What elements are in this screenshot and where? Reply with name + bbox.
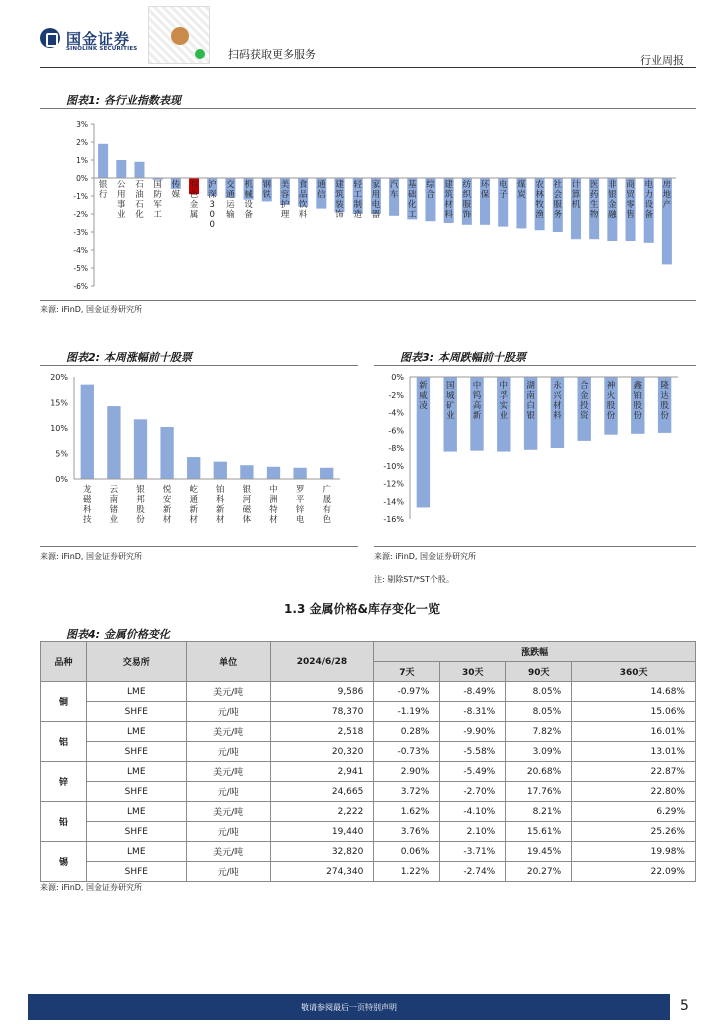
bar — [134, 419, 147, 479]
change-360d-cell: 22.09% — [572, 862, 696, 882]
category-label: 广晟有色 — [322, 485, 331, 525]
category-label: 银邦股份 — [136, 485, 145, 525]
bar — [160, 427, 173, 479]
y-tick-label: 10% — [50, 424, 68, 433]
change-360d-cell: 22.87% — [572, 762, 696, 782]
price-cell: 2,941 — [270, 762, 374, 782]
wechat-dot-icon — [195, 49, 205, 59]
price-cell: 2,518 — [270, 722, 374, 742]
category-label: 有色金属 — [189, 180, 199, 220]
bar — [267, 467, 280, 479]
fig1-chart — [40, 112, 696, 298]
fig1-top-rule — [40, 108, 696, 109]
table-row — [41, 742, 696, 762]
table-row — [41, 822, 696, 842]
fig3-source: 来源: iFinD, 国金证券研究所 — [374, 552, 477, 561]
fig3-bottom-rule — [374, 546, 696, 547]
category-label: 通信 — [317, 180, 326, 200]
change-7d-cell: 1.62% — [374, 802, 440, 822]
table-row — [41, 682, 696, 702]
exchange-cell: SHFE — [86, 702, 186, 722]
metal-name: 铜 — [41, 682, 87, 722]
y-tick-label: 15% — [50, 398, 68, 408]
change-7d-cell: 3.72% — [374, 782, 440, 802]
y-tick-label: 0% — [391, 373, 404, 382]
fig3-title: 图表3: 本周跌幅前十股票 — [400, 351, 526, 364]
bar — [81, 385, 94, 479]
unit-cell: 元/吨 — [186, 702, 270, 722]
category-label: 轻工制造 — [353, 180, 362, 220]
change-90d-cell: 17.76% — [506, 782, 572, 802]
fig3-note: 注: 剔除ST/*ST个股。 — [374, 575, 454, 584]
change-90d-cell: 8.05% — [506, 702, 572, 722]
change-90d-cell: 8.21% — [506, 802, 572, 822]
category-label: 商贸零售 — [626, 180, 635, 220]
price-cell: 9,586 — [270, 682, 374, 702]
category-label: 国防军工 — [153, 180, 162, 220]
category-label: 农林牧渔 — [535, 180, 544, 220]
fig3-chart — [374, 368, 696, 538]
y-tick-label: 3% — [76, 120, 88, 129]
change-7d-cell: -0.73% — [374, 742, 440, 762]
change-30d-cell: -2.74% — [440, 862, 506, 882]
unit-cell: 美元/吨 — [186, 842, 270, 862]
unit-cell: 美元/吨 — [186, 682, 270, 702]
category-label: 银河磁体 — [242, 485, 252, 525]
bar — [293, 468, 306, 479]
category-label: 铂科新材 — [216, 485, 225, 525]
y-tick-label: -12% — [383, 479, 404, 489]
y-tick-label: 2% — [76, 138, 88, 147]
unit-cell: 美元/吨 — [186, 722, 270, 742]
y-tick-label: -14% — [383, 497, 404, 507]
fig3-top-rule — [374, 365, 696, 366]
category-label: 煤炭 — [517, 180, 526, 200]
change-7d-cell: 2.90% — [374, 762, 440, 782]
change-90d-cell: 8.05% — [506, 682, 572, 702]
change-30d-cell: 2.10% — [440, 822, 506, 842]
change-90d-cell: 19.45% — [506, 842, 572, 862]
change-360d-cell: 22.80% — [572, 782, 696, 802]
category-label: 纺织服饰 — [462, 180, 472, 220]
header-30d: 30天 — [440, 662, 506, 682]
price-cell: 24,665 — [270, 782, 374, 802]
category-label: 龙磁科技 — [83, 485, 92, 525]
category-label: 综合 — [426, 180, 435, 200]
fig4-title: 图表4: 金属价格变化 — [66, 628, 170, 641]
header-7d: 7天 — [374, 662, 440, 682]
change-7d-cell: -0.97% — [374, 682, 440, 702]
unit-cell: 美元/吨 — [186, 802, 270, 822]
unit-cell: 元/吨 — [186, 862, 270, 882]
header-exchange: 交易所 — [86, 642, 186, 682]
category-label: 湖南白银 — [526, 381, 535, 421]
bar — [134, 162, 144, 178]
bar — [240, 465, 253, 479]
table-row — [41, 842, 696, 862]
category-label: 汽车 — [389, 180, 399, 200]
category-label: 新威凌 — [419, 381, 428, 411]
qr-seal-icon — [171, 27, 189, 45]
category-label: 隆达股份 — [660, 381, 669, 421]
logo-en-text: SINOLINK SECURITIES — [66, 46, 138, 52]
table-row — [41, 802, 696, 822]
category-label: 石油石化 — [135, 180, 144, 220]
unit-cell: 元/吨 — [186, 742, 270, 762]
price-cell: 78,370 — [270, 702, 374, 722]
y-tick-label: -8% — [388, 444, 404, 453]
category-label: 家用电器 — [371, 180, 381, 220]
change-7d-cell: 3.76% — [374, 822, 440, 842]
header-divider — [40, 67, 696, 68]
category-label: 环保 — [480, 180, 490, 200]
y-tick-label: -16% — [383, 515, 404, 524]
category-label: 建筑装饰 — [335, 180, 344, 220]
metal-price-table — [40, 641, 696, 882]
change-30d-cell: -5.58% — [440, 742, 506, 762]
bar — [98, 144, 108, 178]
category-label: 电力设备 — [644, 180, 653, 220]
section-title: 1.3 金属价格&库存变化一览 — [284, 602, 440, 616]
change-90d-cell: 20.68% — [506, 762, 572, 782]
category-label: 美容护理 — [280, 180, 290, 220]
category-label: 钢铁 — [262, 180, 272, 200]
category-label: 屹通新材 — [189, 485, 198, 525]
category-label: 传媒 — [171, 180, 181, 200]
category-label: 银行 — [98, 180, 108, 200]
exchange-cell: SHFE — [86, 862, 186, 882]
y-tick-label: -3% — [73, 228, 88, 237]
category-label: 中钨高新 — [472, 381, 482, 421]
price-cell: 274,340 — [270, 862, 374, 882]
report-type: 行业周报 — [640, 54, 684, 67]
category-label: 罗平锌电 — [295, 485, 305, 525]
bar — [320, 468, 333, 479]
fig2-bottom-rule — [40, 546, 358, 547]
category-label: 社会服务 — [553, 180, 563, 220]
bar — [116, 160, 126, 178]
change-30d-cell: -8.31% — [440, 702, 506, 722]
category-label: 永兴材料 — [553, 381, 562, 421]
unit-cell: 元/吨 — [186, 782, 270, 802]
change-30d-cell: -4.10% — [440, 802, 506, 822]
category-label: 医药生物 — [589, 180, 599, 220]
change-30d-cell: -2.70% — [440, 782, 506, 802]
exchange-cell: LME — [86, 762, 186, 782]
category-label: 神火股份 — [606, 381, 616, 421]
y-tick-label: -5% — [73, 264, 88, 273]
category-label: 非银金融 — [608, 180, 617, 220]
category-label: 合金投资 — [579, 381, 589, 421]
y-tick-label: 20% — [50, 373, 68, 382]
category-label: 食品饮料 — [298, 180, 308, 220]
change-90d-cell: 7.82% — [506, 722, 572, 742]
logo-mark-icon — [40, 28, 60, 48]
price-cell: 2,222 — [270, 802, 374, 822]
category-label: 房地产 — [662, 180, 672, 210]
change-30d-cell: -9.90% — [440, 722, 506, 742]
change-360d-cell: 6.29% — [572, 802, 696, 822]
change-360d-cell: 14.68% — [572, 682, 696, 702]
y-tick-label: 5% — [55, 449, 68, 459]
table-row — [41, 862, 696, 882]
footer-disclaimer: 敬请参阅最后一页特别声明 — [301, 1003, 397, 1012]
metal-name: 铅 — [41, 802, 87, 842]
fig2-title: 图表2: 本周涨幅前十股票 — [66, 351, 192, 364]
unit-cell: 元/吨 — [186, 822, 270, 842]
y-tick-label: 1% — [76, 156, 88, 165]
fig2-source: 来源: iFinD, 国金证券研究所 — [40, 552, 143, 561]
change-30d-cell: -5.49% — [440, 762, 506, 782]
change-360d-cell: 25.26% — [572, 822, 696, 842]
header-360d: 360天 — [572, 662, 696, 682]
metal-name: 铝 — [41, 722, 87, 762]
category-label: 国城矿业 — [445, 381, 455, 421]
metal-name: 锌 — [41, 762, 87, 802]
table-row — [41, 722, 696, 742]
y-tick-label: -6% — [73, 282, 88, 291]
price-cell: 32,820 — [270, 842, 374, 862]
change-30d-cell: -8.49% — [440, 682, 506, 702]
header-change: 涨跌幅 — [374, 642, 696, 662]
change-30d-cell: -3.71% — [440, 842, 506, 862]
change-7d-cell: 1.22% — [374, 862, 440, 882]
header-90d: 90天 — [506, 662, 572, 682]
category-label: 中孚实业 — [499, 381, 509, 421]
logo-cn-text: 国金证券 — [66, 30, 131, 48]
y-tick-label: 0% — [76, 174, 88, 183]
exchange-cell: LME — [86, 682, 186, 702]
category-label: 机械设备 — [244, 180, 253, 220]
category-label: 公用事业 — [117, 180, 126, 220]
price-cell: 20,320 — [270, 742, 374, 762]
exchange-cell: LME — [86, 842, 186, 862]
change-360d-cell: 15.06% — [572, 702, 696, 722]
y-tick-label: -6% — [388, 426, 404, 436]
exchange-cell: LME — [86, 802, 186, 822]
change-90d-cell: 15.61% — [506, 822, 572, 842]
header-variety: 品种 — [41, 642, 87, 682]
category-label: 鑫铂股份 — [633, 381, 643, 421]
category-label: 沪深 3 0 0 — [207, 180, 217, 230]
category-label: 电子 — [498, 180, 508, 200]
footer-bar — [28, 994, 670, 1020]
bar — [214, 462, 227, 479]
fig1-source: 来源: iFinD, 国金证券研究所 — [40, 305, 143, 314]
company-logo — [40, 28, 140, 54]
table-row — [41, 702, 696, 722]
y-tick-label: 0% — [55, 475, 68, 484]
qr-code-icon — [148, 6, 210, 64]
change-90d-cell: 3.09% — [506, 742, 572, 762]
change-7d-cell: 0.28% — [374, 722, 440, 742]
category-label: 中洲特材 — [269, 485, 278, 525]
bar — [107, 406, 120, 479]
table-row — [41, 762, 696, 782]
y-tick-label: -10% — [383, 461, 404, 471]
category-label: 悦安新材 — [162, 485, 172, 525]
change-360d-cell: 16.01% — [572, 722, 696, 742]
header-unit: 单位 — [186, 642, 270, 682]
fig1-bottom-rule — [40, 300, 696, 301]
y-tick-label: -2% — [73, 210, 88, 219]
change-360d-cell: 13.01% — [572, 742, 696, 762]
fig2-top-rule — [40, 365, 358, 366]
header-date: 2024/6/28 — [270, 642, 374, 682]
metal-name: 锡 — [41, 842, 87, 882]
change-7d-cell: 0.06% — [374, 842, 440, 862]
fig1-title: 图表1: 各行业指数表现 — [66, 94, 181, 107]
y-tick-label: -4% — [388, 408, 404, 418]
bar — [187, 457, 200, 479]
scan-prompt: 扫码获取更多服务 — [228, 48, 316, 61]
table-row — [41, 782, 696, 802]
page-number: 5 — [680, 998, 689, 1014]
unit-cell: 美元/吨 — [186, 762, 270, 782]
category-label: 云南锗业 — [109, 485, 119, 525]
change-90d-cell: 20.27% — [506, 862, 572, 882]
category-label: 计算机 — [571, 180, 581, 210]
y-tick-label: -4% — [73, 246, 88, 255]
category-label: 交通运输 — [226, 180, 235, 220]
category-label: 建筑材料 — [444, 180, 453, 220]
fig2-chart — [40, 368, 358, 538]
y-tick-label: -1% — [73, 192, 88, 201]
category-label: 基础化工 — [408, 180, 417, 220]
y-tick-label: -2% — [388, 390, 404, 400]
change-360d-cell: 19.98% — [572, 842, 696, 862]
exchange-cell: SHFE — [86, 742, 186, 762]
exchange-cell: LME — [86, 722, 186, 742]
exchange-cell: SHFE — [86, 822, 186, 842]
exchange-cell: SHFE — [86, 782, 186, 802]
change-7d-cell: -1.19% — [374, 702, 440, 722]
price-cell: 19,440 — [270, 822, 374, 842]
fig4-source: 来源: iFinD, 国金证券研究所 — [40, 883, 143, 892]
